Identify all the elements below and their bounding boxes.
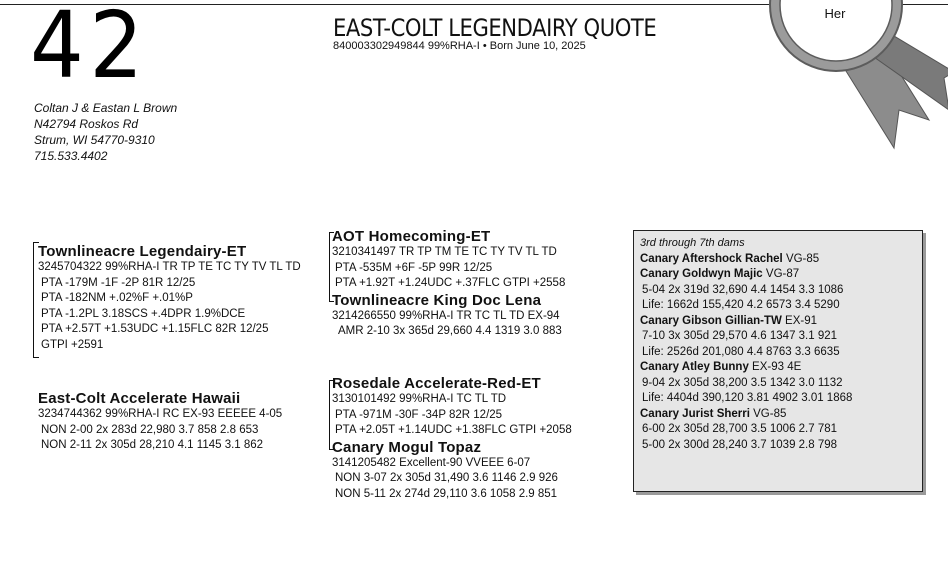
dam-sire-line: PTA +2.05T +1.14UDC +1.38FLC GTPI +2058 — [335, 424, 572, 436]
dam-line: NON 2-00 2x 283d 22,980 3.7 858 2.8 653 — [41, 423, 259, 436]
sire-block — [38, 243, 301, 353]
dam-name: East-Colt Accelerate Hawaii — [38, 390, 241, 407]
dam-entry-record: 9-04 2x 305d 38,200 3.5 1342 3.0 1132 — [642, 376, 843, 389]
sire-bracket-bottom — [33, 357, 39, 358]
dam-entry — [640, 267, 916, 283]
dam-line: 3234744362 99%RHA-I RC EX-93 EEEEE 4-05 — [38, 408, 283, 420]
sire-sire-bracket — [329, 232, 330, 302]
dam-entry-name: Canary Goldwyn Majic — [640, 268, 763, 280]
dam-entry-score: EX-91 — [781, 314, 818, 327]
consignor-names: Coltan J & Eastan L Brown — [34, 101, 178, 115]
sire-line: PTA -1.2PL 3.18SCS +.4DPR 1.9%DCE — [41, 307, 246, 320]
dam-dam-name: Canary Mogul Topaz — [332, 438, 482, 456]
dam-sire-name: Rosedale Accelerate-Red-ET — [332, 375, 541, 392]
dam-entry-score: VG-85 — [782, 252, 820, 265]
dam-sire-block — [332, 375, 572, 502]
consignor-address — [34, 100, 177, 164]
dam-entry — [640, 314, 916, 330]
dam-entry-score: VG-87 — [762, 268, 800, 280]
dam-entry — [640, 252, 916, 268]
dams-box-title: 3rd through 7th dams — [640, 237, 745, 249]
sire-dam-name: Townlineacre King Doc Lena — [332, 291, 542, 309]
sire-sire-line: PTA -535M +6F -5P 99R 12/25 — [335, 261, 493, 274]
dam-entry-record: 5-00 2x 300d 28,240 3.7 1039 2.8 798 — [642, 438, 838, 451]
dam-entry-name: Canary Jurist Sherri — [640, 407, 750, 420]
dam-entry-record: 6-00 2x 305d 28,700 3.5 1006 2.7 781 — [642, 423, 838, 435]
dam-entry-name: Canary Aftershock Rachel — [640, 252, 783, 265]
dam-entry-record: Life: 1662d 155,420 4.2 6573 3.4 5290 — [642, 299, 840, 311]
dam-sire-line: 3130101492 99%RHA-I TC TL TD — [332, 393, 507, 405]
sire-dam-line: AMR 2-10 3x 365d 29,660 4.4 1319 3.0 883 — [338, 325, 562, 337]
dam-entry-score: EX-93 4E — [748, 361, 802, 373]
dam-entry-name: Canary Atley Bunny — [640, 361, 749, 373]
sire-line: GTPI +2591 — [41, 338, 104, 351]
dam-block — [38, 390, 282, 454]
dam-dam-line: NON 5-11 2x 274d 29,110 3.6 1058 2.9 851 — [335, 487, 558, 500]
dam-dam-line: NON 3-07 2x 305d 31,490 3.6 1146 2.9 926 — [335, 472, 558, 484]
ribbon-label: Her — [824, 6, 846, 21]
dam-dam-line: 3141205482 Excellent-90 VVEEE 6-07 — [332, 456, 531, 469]
dam-entry-record: 7-10 3x 305d 29,570 4.6 1347 3.1 921 — [642, 330, 838, 342]
animal-name: EAST-COLT LEGENDAIRY QUOTE — [333, 14, 657, 42]
dam-entry — [640, 360, 916, 376]
sire-line: 3245704322 99%RHA-I TR TP TE TC TY TV TL TD — [38, 261, 301, 273]
dam-entry-record: Life: 4404d 390,120 3.81 4902 3.01 1868 — [642, 392, 853, 404]
consignor-phone: 715.533.4402 — [34, 149, 108, 163]
dam-entry-record: Life: 2526d 201,080 4.4 8763 3.3 6635 — [642, 345, 840, 358]
consignor-street: N42794 Roskos Rd — [34, 117, 139, 131]
dam-sire-bracket — [329, 380, 330, 450]
sire-dam-line: 3214266550 99%RHA-I TR TC TL TD EX-94 — [332, 309, 560, 322]
sire-sire-line: PTA +1.92T +1.24UDC +.37FLC GTPI +2558 — [335, 277, 566, 289]
sire-line: PTA -182NM +.02%F +.01%P — [41, 292, 193, 304]
sire-bracket — [33, 242, 34, 358]
consignor-city: Strum, WI 54770-9310 — [34, 133, 155, 147]
award-ribbon-icon — [744, 0, 948, 150]
animal-details: 840003302949844 99%RHA-I • Born June 10, 2025 — [333, 40, 586, 52]
sire-sire-line: 3210341497 TR TP TM TE TC TY TV TL TD — [332, 246, 557, 258]
dam-entry-record: 5-04 2x 319d 32,690 4.4 1454 3.3 1086 — [642, 283, 844, 296]
sire-line: PTA +2.57T +1.53UDC +1.15FLC 82R 12/25 — [41, 323, 269, 335]
dam-entry-score: VG-85 — [749, 407, 787, 420]
dam-entry — [640, 407, 916, 423]
sire-line: PTA -179M -1F -2P 81R 12/25 — [41, 276, 196, 289]
dam-sire-line: PTA -971M -30F -34P 82R 12/25 — [335, 408, 503, 421]
dam-entry-name: Canary Gibson Gillian-TW — [640, 314, 782, 327]
dam-line: NON 2-11 2x 305d 28,210 4.1 1145 3.1 862 — [41, 439, 264, 451]
lot-number: 42 — [30, 0, 149, 99]
sire-sire-name: AOT Homecoming-ET — [332, 228, 491, 245]
dams-box — [633, 230, 923, 492]
sire-name: Townlineacre Legendairy-ET — [38, 243, 247, 260]
sire-sire-block — [332, 228, 565, 340]
